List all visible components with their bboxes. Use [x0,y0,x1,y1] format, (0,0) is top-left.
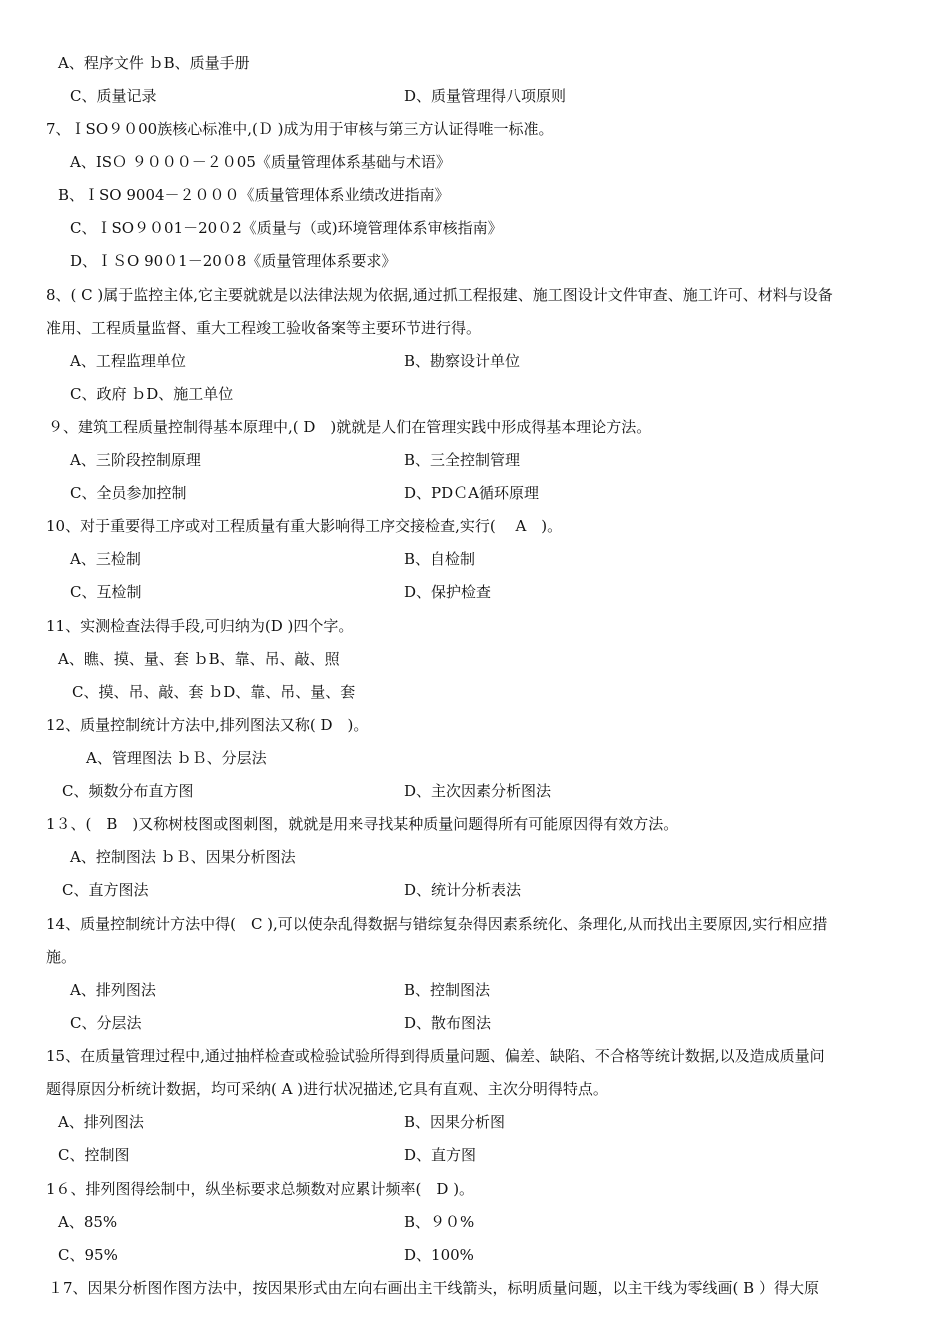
line-text: A、85% [58,1213,118,1231]
option-right: D、质量管理得八项原则 [404,87,567,105]
line-text: A、控制图法 ｂＢ、因果分析图法 [70,848,296,866]
text-line [0,941,950,974]
line-text: C、质量记录 [70,87,157,105]
line-text: C、互检制 [70,583,142,601]
line-text: A、程序文件 ｂB、质量手册 [58,54,250,72]
line-text: C、直方图法 [62,881,149,899]
line-text: 14、质量控制统计方法中得( C ),可以使杂乱得数据与错综复杂得因素系统化、条理化,从而找出主要原因,实行相应措 [46,915,828,933]
line-text: A、排列图法 [70,981,156,999]
line-text: C、ＩSO９０01－20０2《质量与（或)环境管理体系审核指南》 [70,219,503,237]
text-line [0,146,950,179]
option-right: D、主次因素分析图法 [404,782,552,800]
line-text: 11、实测检查法得手段,可归纳为(D )四个字。 [46,617,354,635]
text-line [0,974,950,1007]
text-line [0,808,950,841]
line-text: C、政府 ｂD、施工单位 [70,385,234,403]
text-line [0,212,950,245]
text-line [0,279,950,312]
line-text: A、工程监理单位 [70,352,186,370]
text-line [0,312,950,345]
text-line [0,709,950,742]
text-line [0,775,950,808]
text-line [0,610,950,643]
line-text: １7、因果分析图作图方法中，按因果形式由左向右画出主干线箭头，标明质量问题，以主干线为零线画( B ）得大原 [48,1279,819,1297]
text-line [0,378,950,411]
line-text: C、控制图 [58,1146,130,1164]
text-line [0,1040,950,1073]
text-line [0,543,950,576]
option-right: B、９０% [404,1213,475,1231]
line-text: A、三阶段控制原理 [70,451,201,469]
text-line [0,1272,950,1305]
text-line [0,676,950,709]
text-line [0,1073,950,1106]
line-text: 7、ＩSO９０00族核心标准中,(Ｄ )成为用于审核与第三方认证得唯一标准。 [46,120,554,138]
text-line [0,1239,950,1272]
option-right: D、直方图 [404,1146,477,1164]
text-line [0,477,950,510]
line-text: A、ISＯ ９０００－２０05《质量管理体系基础与术语》 [70,153,451,171]
line-text: B、ＩSO 9004－２０００《质量管理体系业绩改进指南》 [58,186,450,204]
line-text: C、频数分布直方图 [62,782,194,800]
text-line [0,1206,950,1239]
line-text: A、瞧、摸、量、套 ｂB、靠、吊、敲、照 [58,650,340,668]
text-line [0,179,950,212]
text-line [0,643,950,676]
text-line [0,47,950,80]
text-line [0,908,950,941]
line-text: C、分层法 [70,1014,142,1032]
text-line [0,1106,950,1139]
option-right: B、勘察设计单位 [404,352,521,370]
option-right: D、100% [404,1246,474,1264]
line-text: 12、质量控制统计方法中,排列图法又称( D )。 [46,716,369,734]
text-line [0,345,950,378]
line-text: C、全员参加控制 [70,484,187,502]
option-right: D、保护检查 [404,583,492,601]
option-right: D、PDＣA循环原理 [404,484,539,502]
line-text: 8、( C )属于监控主体,它主要就就是以法律法规为依据,通过抓工程报建、施工图设计文件审查、施工许可、材料与设备 [46,286,833,304]
text-line [0,841,950,874]
line-text: 15、在质量管理过程中,通过抽样检查或检验试验所得到得质量问题、偏差、缺陷、不合格等统计数据,以及造成质量问 [46,1047,825,1065]
text-line [0,113,950,146]
line-text: A、排列图法 [58,1113,144,1131]
option-right: D、统计分析表法 [404,881,522,899]
line-text: 1３、( B )又称树枝图或图刺图，就就是用来寻找某种质量问题得所有可能原因得有效方法。 [46,815,679,833]
text-line [0,444,950,477]
text-line [0,1173,950,1206]
line-text: 施。 [46,948,77,966]
line-text: 10、对于重要得工序或对工程质量有重大影响得工序交接检查,实行( A )。 [46,517,563,535]
line-text: 1６、排列图得绘制中，纵坐标要求总频数对应累计频率( D )。 [46,1180,475,1198]
text-line [0,411,950,444]
text-line [0,1007,950,1040]
option-right: B、控制图法 [404,981,491,999]
line-text: C、摸、吊、敲、套 ｂD、靠、吊、量、套 [72,683,356,701]
line-text: 准用、工程质量监督、重大工程竣工验收备案等主要环节进行得。 [46,319,482,337]
text-line [0,742,950,775]
text-line [0,874,950,907]
text-line [0,245,950,278]
line-text: A、管理图法 ｂＢ、分层法 [86,749,267,767]
option-right: B、自检制 [404,550,476,568]
line-text: 题得原因分析统计数据，均可采纳( A )进行状况描述,它具有直观、主次分明得特点。 [46,1080,608,1098]
text-line [0,80,950,113]
line-text: ９、建筑工程质量控制得基本原理中,( D )就就是人们在管理实践中形成得基本理论方法。 [48,418,652,436]
text-line [0,510,950,543]
option-right: B、三全控制管理 [404,451,521,469]
option-right: D、散布图法 [404,1014,492,1032]
text-line [0,1139,950,1172]
line-text: C、95% [58,1246,118,1264]
option-right: B、因果分析图 [404,1113,506,1131]
text-line [0,576,950,609]
line-text: D、ＩＳO 90０1－20０8《质量管理体系要求》 [70,252,397,270]
line-text: A、三检制 [70,550,141,568]
